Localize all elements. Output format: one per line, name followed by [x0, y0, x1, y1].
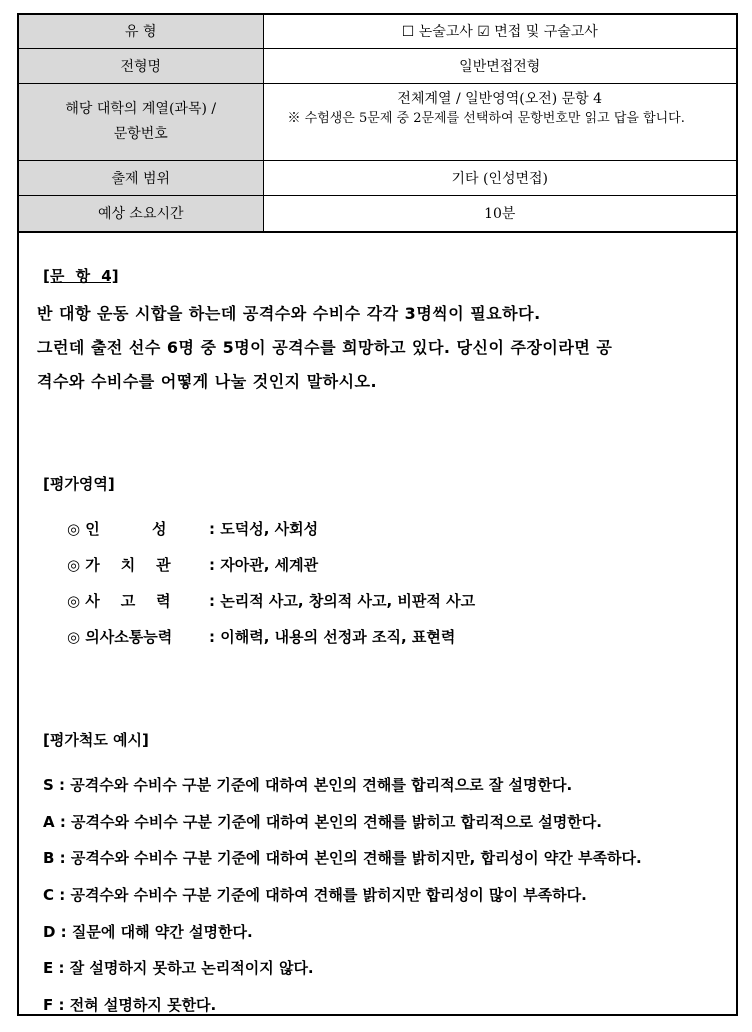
evaluation-scale-list — [43, 767, 642, 1024]
time-label: 예상 소요시간 — [19, 195, 263, 231]
department-label-line2: 문항번호 — [113, 125, 168, 142]
time-row — [19, 195, 736, 231]
type-label: 유 형 — [19, 15, 263, 48]
evaluation-area-label: ◎ 의사소통능력 — [67, 628, 173, 646]
evaluation-scale-heading: [평가척도 예시] — [43, 731, 149, 749]
evaluation-area-label: ◎ 사 고 력 — [67, 592, 171, 610]
name-row — [19, 48, 736, 83]
department-label — [19, 83, 263, 160]
question-body — [37, 297, 737, 399]
evaluation-area-item — [67, 511, 475, 547]
evaluation-area-value: : 논리적 사고, 창의적 사고, 비판적 사고 — [209, 592, 476, 610]
type-value: ☐ 논술고사 ☑ 면접 및 구술고사 — [263, 15, 736, 48]
evaluation-area-item — [67, 583, 475, 619]
question-line-3: 격수와 수비수를 어떻게 나눌 것인지 말하시오. — [37, 372, 378, 391]
name-value: 일반면접전형 — [263, 48, 736, 83]
scope-value: 기타 (인성면접) — [263, 160, 736, 195]
department-label-line1: 해당 대학의 계열(과목) / — [65, 100, 217, 117]
evaluation-scale-item: A : 공격수와 수비수 구분 기준에 대하여 본인의 견해를 밝히고 합리적으로 설명한다. — [43, 812, 602, 831]
name-label: 전형명 — [19, 48, 263, 83]
evaluation-area-value: : 자아관, 세계관 — [209, 556, 319, 574]
question-line-2: 그런데 출전 선수 6명 중 5명이 공격수를 희망하고 있다. 당신이 주장이라면 공 — [37, 338, 613, 357]
type-row — [19, 15, 736, 48]
evaluation-scale-item: D : 질문에 대해 약간 설명한다. — [43, 922, 253, 941]
evaluation-scale-item: F : 전혀 설명하지 못한다. — [43, 996, 217, 1015]
question-heading: [문 항 4] — [43, 267, 119, 285]
evaluation-areas-heading: [평가영역] — [43, 475, 115, 493]
department-row — [19, 83, 736, 160]
evaluation-area-value: : 도덕성, 사회성 — [209, 520, 319, 538]
evaluation-area-item — [67, 619, 475, 655]
exam-info-table — [19, 15, 736, 232]
evaluation-scale-item: S : 공격수와 수비수 구분 기준에 대하여 본인의 견해를 합리적으로 잘 설명한다. — [43, 776, 573, 794]
evaluation-areas-list — [67, 511, 475, 655]
evaluation-area-value: : 이해력, 내용의 선정과 조직, 표현력 — [209, 628, 456, 646]
department-value-cell — [263, 83, 736, 160]
scope-label: 출제 범위 — [19, 160, 263, 195]
evaluation-area-label: ◎ 가 치 관 — [67, 556, 171, 574]
evaluation-scale-item: E : 잘 설명하지 못하고 논리적이지 않다. — [43, 959, 314, 978]
evaluation-scale-item: B : 공격수와 수비수 구분 기준에 대하여 본인의 견해를 밝히지만, 합리성이 약간 부족하다. — [43, 849, 642, 868]
document-frame — [17, 13, 738, 1016]
department-value: 전체계열 / 일반영역(오전) 문항 4 — [397, 90, 603, 107]
question-line-1: 반 대항 운동 시합을 하는데 공격수와 수비수 각각 3명씩이 필요하다. — [37, 304, 541, 323]
department-note: ※ 수험생은 5문제 중 2문제를 선택하여 문항번호만 읽고 답을 합니다. — [287, 110, 685, 126]
time-value: 10분 — [263, 195, 736, 231]
question-content — [19, 231, 736, 1016]
scope-row — [19, 160, 736, 195]
evaluation-area-item — [67, 547, 475, 583]
evaluation-scale-item: C : 공격수와 수비수 구분 기준에 대하여 견해를 밝히지만 합리성이 많이 부족하다. — [43, 886, 587, 905]
evaluation-area-label: ◎ 인 성 — [67, 520, 167, 538]
